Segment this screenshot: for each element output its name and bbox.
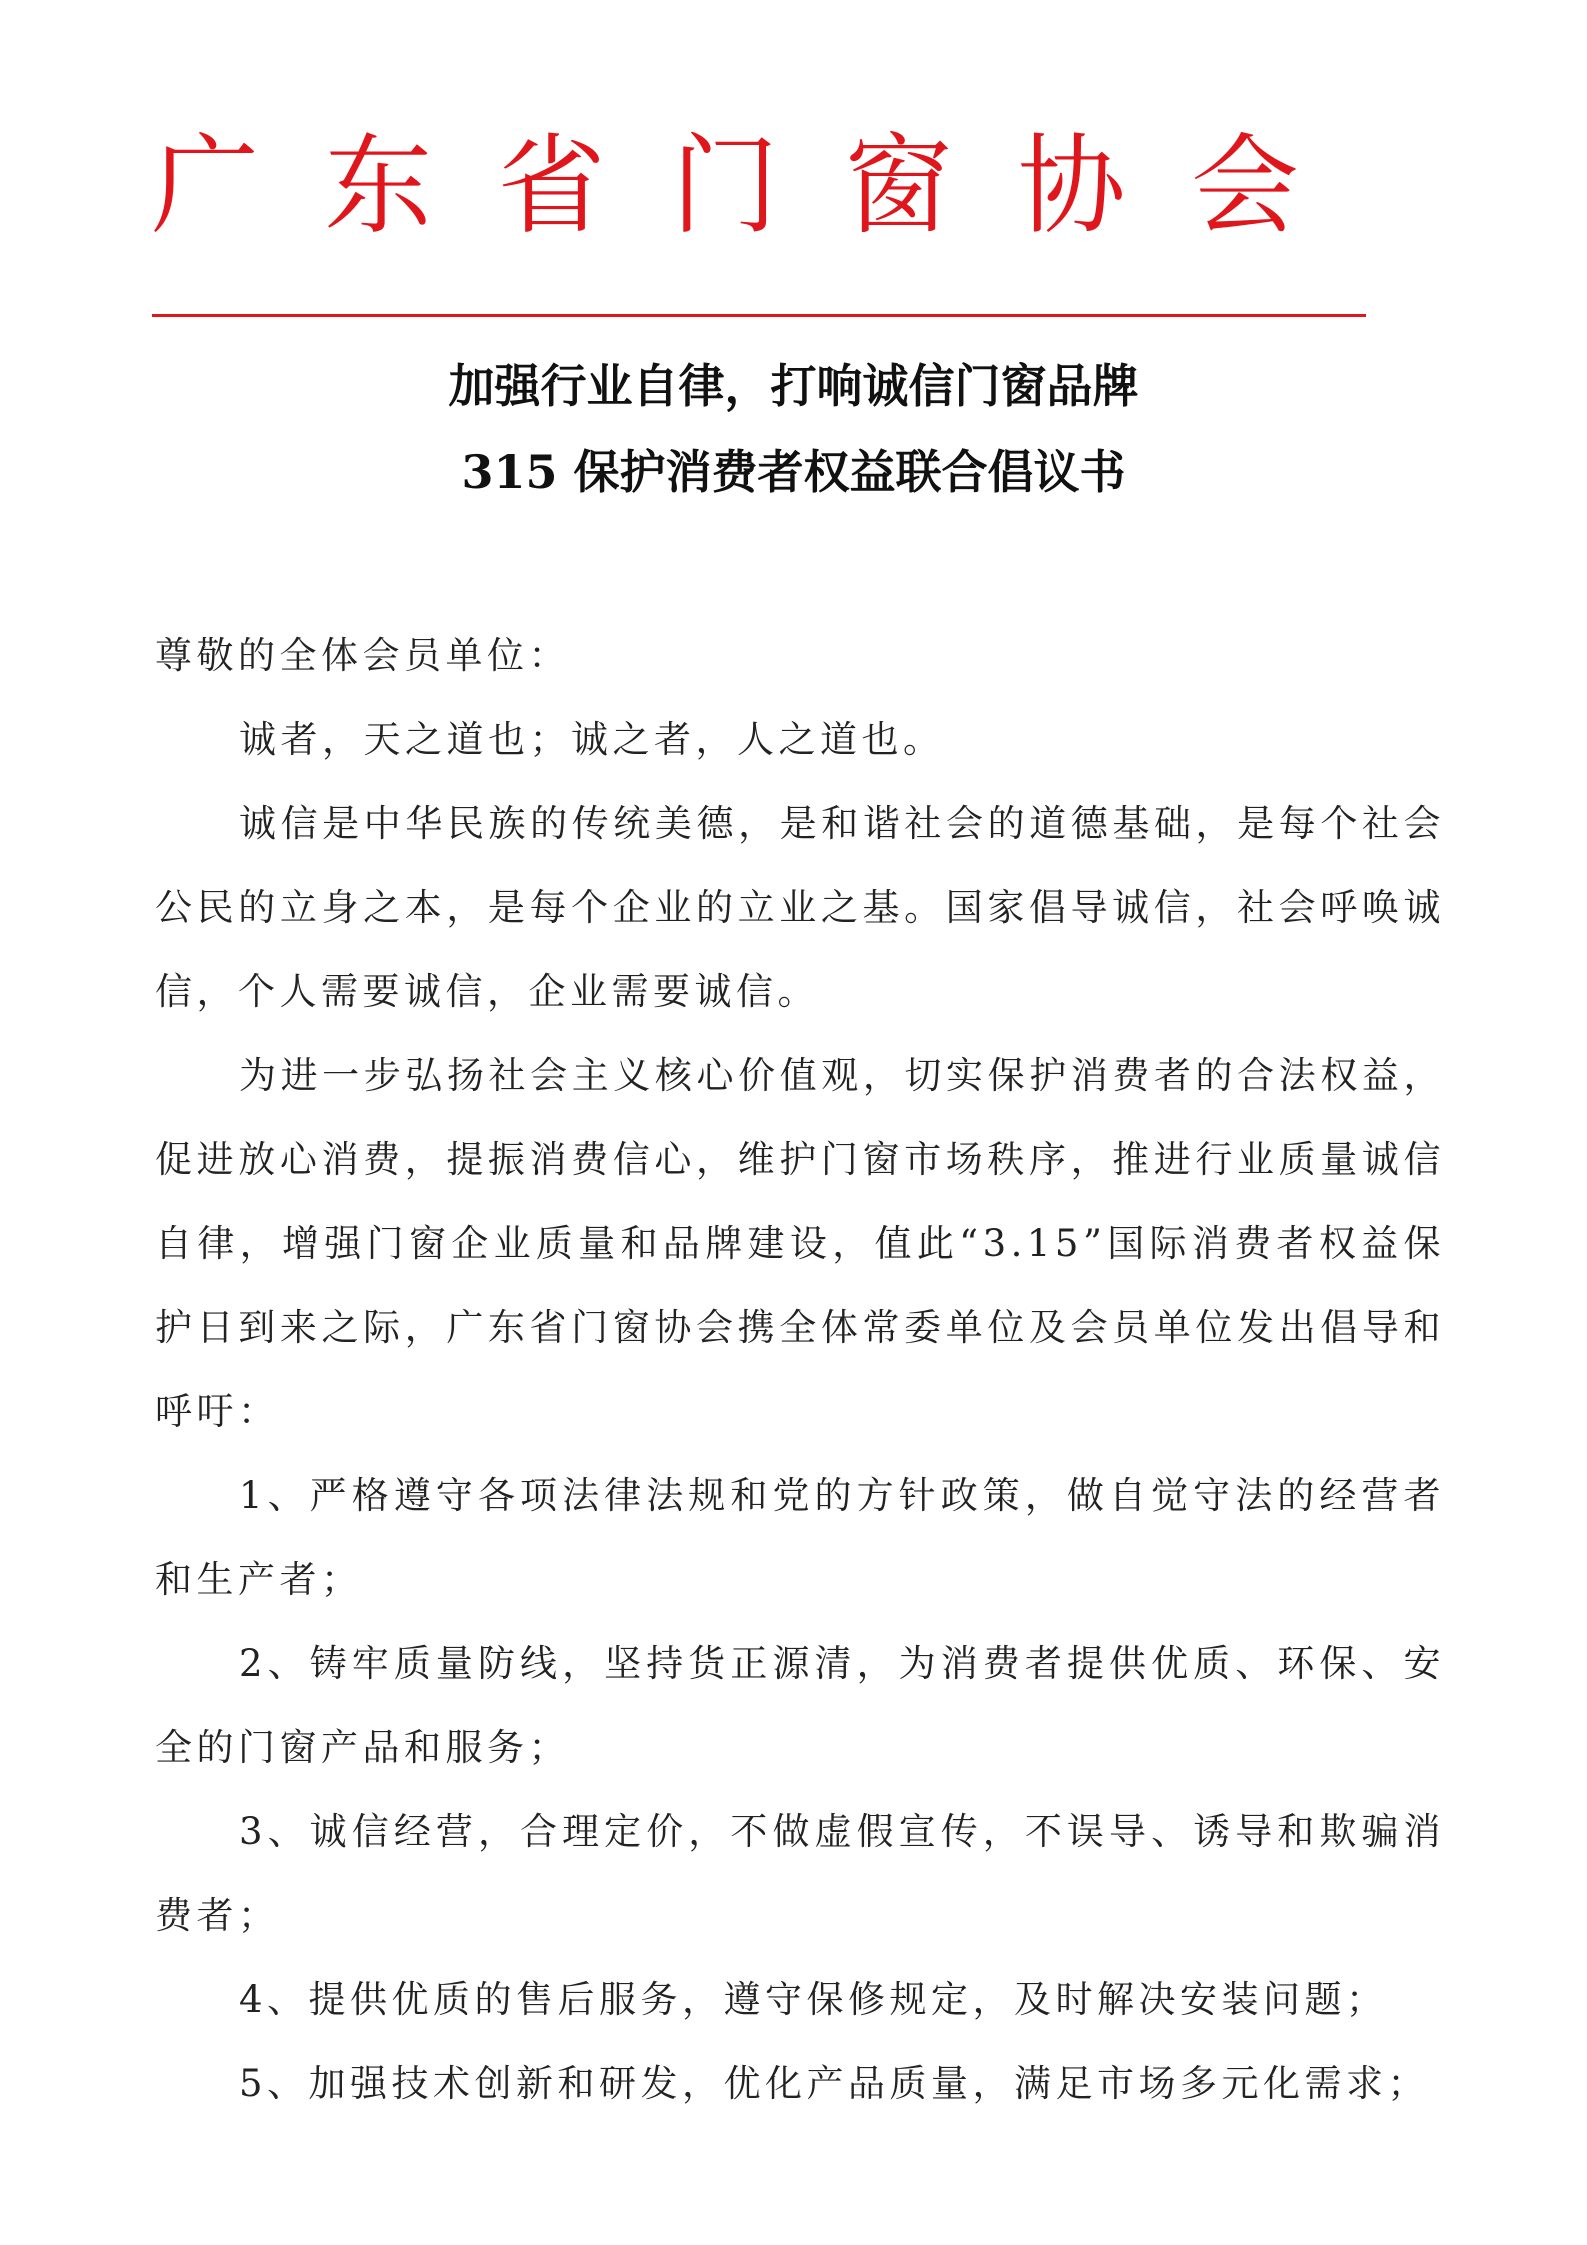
paragraph: 诚信是中华民族的传统美德，是和谐社会的道德基础，是每个社会公民的立身之本，是每个企业的立业之基。国家倡导诚信，社会呼唤诚信，个人需要诚信，企业需要诚信。 bbox=[155, 802, 1445, 1013]
list-item: 5、加强技术创新和研发，优化产品质量，满足市场多元化需求； bbox=[239, 2062, 1430, 2105]
document-title-line-2: 315 保护消费者权益联合倡议书 bbox=[461, 445, 1126, 499]
letterhead-char: 协 bbox=[1017, 124, 1126, 249]
letterhead-char: 省 bbox=[497, 124, 606, 249]
list-item: 2、铸牢质量防线，坚持货正源清，为消费者提供优质、环保、安全的门窗产品和服务； bbox=[155, 1642, 1445, 1769]
letterhead-char: 东 bbox=[324, 124, 433, 249]
document-title-line-1: 加强行业自律，打响诚信门窗品牌 bbox=[448, 359, 1139, 413]
list-item: 3、诚信经营，合理定价，不做虚假宣传，不误导、诱导和欺骗消费者； bbox=[155, 1810, 1445, 1937]
letterhead-divider bbox=[152, 314, 1366, 317]
paragraph: 为进一步弘扬社会主义核心价值观，切实保护消费者的合法权益，促进放心消费，提振消费信心，维护门窗市场秩序，推进行业质量诚信自律，增强门窗企业质量和品牌建设，值此“3.15”国际消费者权益保护日到来之际，广东省门窗协会携全体常委单位及会员单位发出倡导和呼吁： bbox=[155, 1054, 1445, 1433]
list-item: 1、严格遵守各项法律法规和党的方针政策，做自觉守法的经营者和生产者； bbox=[155, 1474, 1445, 1601]
paragraph: 诚者，天之道也；诚之者，人之道也。 bbox=[239, 718, 945, 761]
salutation: 尊敬的全体会员单位： bbox=[155, 634, 570, 677]
letterhead-char: 广 bbox=[150, 124, 259, 249]
list-item: 4、提供优质的售后服务，遵守保修规定，及时解决安装问题； bbox=[239, 1978, 1388, 2021]
organization-letterhead bbox=[150, 112, 1300, 262]
document-body bbox=[155, 614, 1445, 2126]
letterhead-char: 门 bbox=[670, 124, 779, 249]
letterhead-char: 窗 bbox=[844, 124, 953, 249]
letterhead-char: 会 bbox=[1190, 124, 1299, 249]
